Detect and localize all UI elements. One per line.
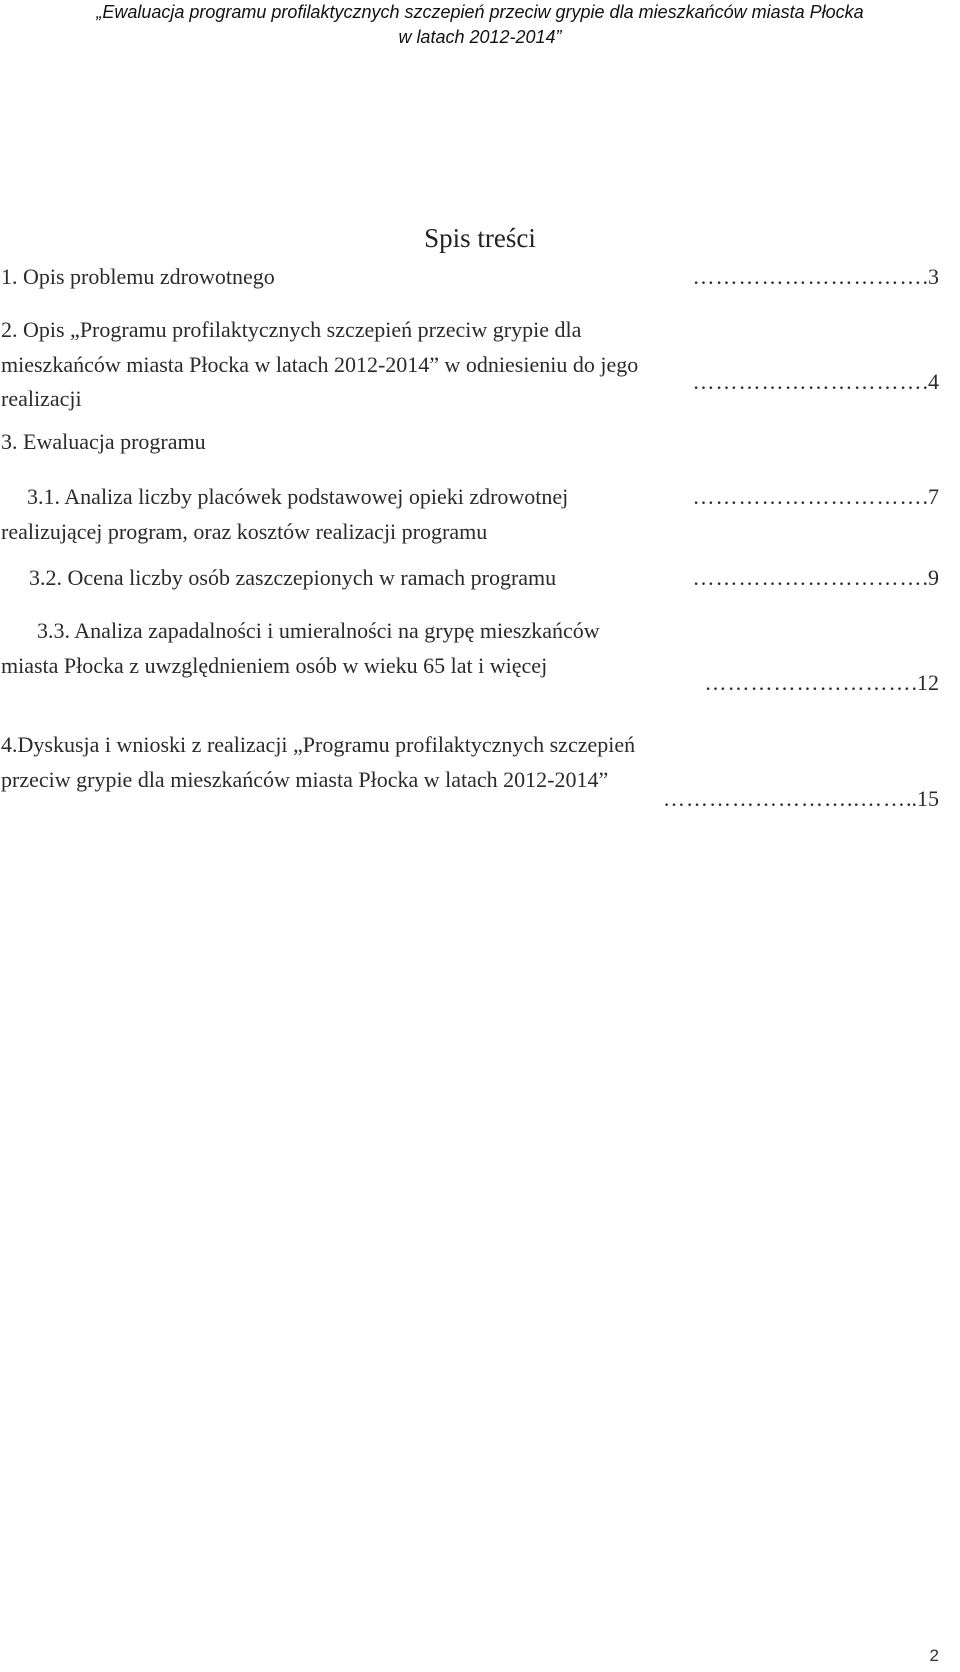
toc-entry-1-page	[693, 260, 940, 295]
toc-entry-4-page	[663, 782, 939, 817]
toc-entry-2-page	[693, 365, 940, 400]
toc-page-number: .7	[922, 484, 939, 509]
toc-page-number: .3	[922, 264, 939, 289]
toc-leader: …………………………	[692, 565, 923, 590]
toc-entry-3-text: 3. Ewaluacja programu	[1, 429, 206, 454]
header-title-line-1: „Ewaluacja programu profilaktycznych szczepień przeciw grypie dla mieszkańców miasta Płocka	[96, 2, 864, 22]
toc-entry-3-2-page	[693, 561, 940, 596]
toc-page-number: .9	[922, 565, 939, 590]
header-title-line-2: w latach 2012-2014”	[398, 27, 562, 47]
toc-title: Spis treści	[424, 223, 536, 253]
toc-entry-4-text: 4.Dyskusja i wnioski z realizacji „Programu profilaktycznych szczepień przeciw grypie dla mieszkańców miasta Płocka w latach 2012-2014”	[1, 732, 636, 792]
toc-entry-3-1-text: 3.1. Analiza liczby placówek podstawowej opieki zdrowotnej realizującej program, oraz kosztów realizacji programu	[1, 484, 569, 544]
toc-entry-3-3-text: 3.3. Analiza zapadalności i umieralności na grypę mieszkańców miasta Płocka z uwzględnieniem osób w wieku 65 lat i więcej	[1, 618, 600, 678]
toc-entry-3-1-page	[693, 480, 940, 515]
page-header	[0, 0, 960, 50]
page-number: 2	[929, 1646, 939, 1665]
toc-leader: …………………………	[692, 264, 923, 289]
toc-leader: …………………………	[692, 369, 923, 394]
toc-page-number: ..15	[906, 786, 939, 811]
toc-entry-2-text: 2. Opis „Programu profilaktycznych szczepień przeciw grypie dla mieszkańców miasta Płocka w latach 2012-2014” w odniesieniu do jego realizacji	[1, 317, 639, 411]
toc-page-number: .4	[922, 369, 939, 394]
toc-page-number: .12	[911, 670, 939, 695]
toc-entry-3-3-page	[705, 666, 940, 701]
toc-leader: …………………………	[692, 484, 923, 509]
toc-entry-3-2-text: 3.2. Ocena liczby osób zaszczepionych w ramach programu	[29, 565, 557, 590]
toc-leader: ………………………	[704, 670, 912, 695]
toc-leader: ……………………..……	[663, 786, 906, 811]
toc-entry-1-text: 1. Opis problemu zdrowotnego	[1, 264, 275, 289]
